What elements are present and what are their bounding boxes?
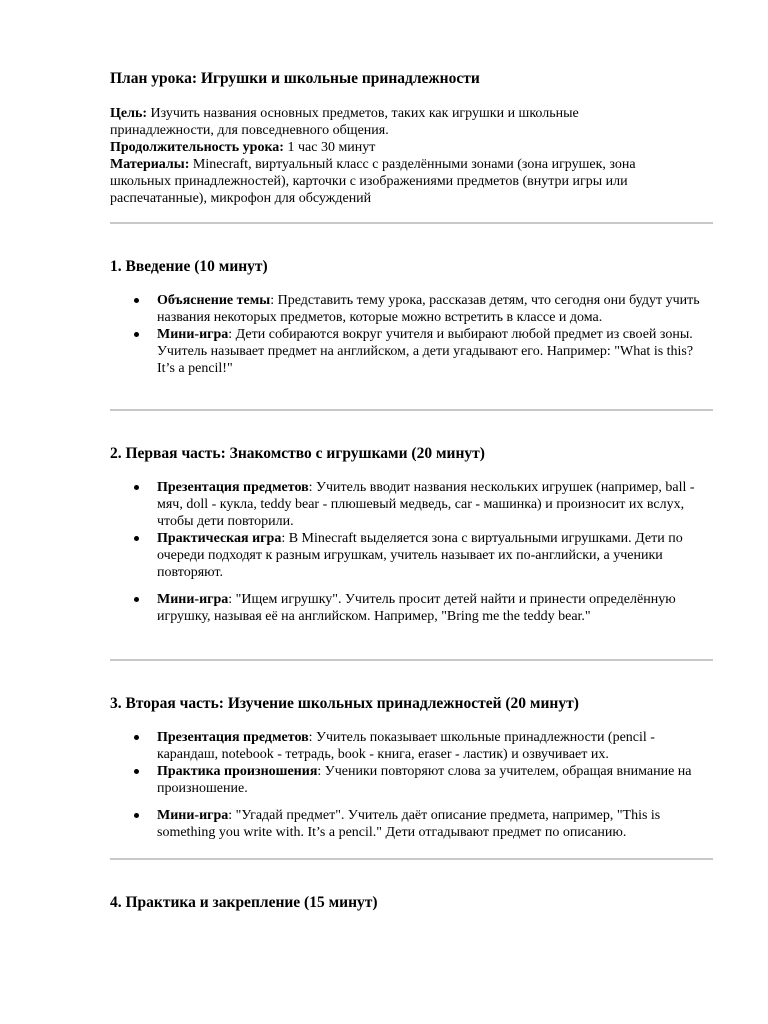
item-text: : Дети собираются вокруг учителя и выбирают любой предмет из своей зоны. Учитель называет предмет на английском, а дети угадывают его. Например: "What is this? It’s a pencil!" — [157, 327, 694, 376]
item-text: : Учитель вводит названия нескольких игрушек (например, ball - мяч, doll - кукла, teddy bear - плюшевый медведь, car - машинка) и произносит их вслух, чтобы дети повторили. — [157, 480, 695, 529]
item-text: : Учитель показывает школьные принадлежности (pencil - карандаш, notebook - тетрадь, book - книга, eraser - ластик) и озвучивает их. — [157, 730, 655, 762]
item-term: Мини-игра — [157, 592, 229, 607]
item-text: : Представить тему урока, рассказав детям, что сегодня они будут учить названия некоторых предметов, которые можно встретить в классе и дома. — [157, 293, 700, 325]
item-term: Мини-игра — [157, 327, 229, 342]
list-item — [157, 530, 709, 581]
list-item — [157, 479, 709, 530]
divider — [110, 222, 713, 224]
lesson-meta — [110, 105, 670, 207]
item-term: Мини-игра — [157, 808, 229, 823]
divider — [110, 858, 713, 860]
section-school-supplies-list — [110, 729, 709, 841]
goal-text: Изучить названия основных предметов, таких как игрушки и школьные принадлежности, для повседневного общения. — [110, 106, 579, 138]
item-text: : Ученики повторяют слова за учителем, обращая внимание на произношение. — [157, 764, 692, 796]
duration-line — [110, 139, 670, 156]
section-title-intro: 1. Введение (10 минут) — [110, 258, 268, 275]
list-item — [157, 729, 709, 763]
item-text: : "Угадай предмет". Учитель даёт описание предмета, например, "This is something you write with. It’s a pencil." Дети отгадывают предмет по описанию. — [157, 808, 661, 840]
divider — [110, 409, 713, 411]
section-title-toys: 2. Первая часть: Знакомство с игрушками (20 минут) — [110, 445, 485, 462]
goal-label: Цель: — [110, 106, 148, 121]
goal-line — [110, 105, 670, 139]
item-term: Презентация предметов — [157, 480, 309, 495]
item-text: : В Minecraft выделяется зона с виртуальными игрушками. Дети по очереди подходят к разным игрушкам, учитель называет их по-английски, а ученики повторяют. — [157, 531, 683, 580]
section-title-school-supplies: 3. Вторая часть: Изучение школьных принадлежностей (20 минут) — [110, 695, 579, 712]
item-term: Презентация предметов — [157, 730, 309, 745]
materials-text: Minecraft, виртуальный класс с разделёнными зонами (зона игрушек, зона школьных принадлежностей), карточки с изображениями предметов (внутри игры или распечатанные), микрофон для обсуждений — [110, 157, 636, 206]
duration-label: Продолжительность урока: — [110, 140, 284, 155]
list-item — [157, 807, 709, 841]
divider — [110, 659, 713, 661]
duration-text: 1 час 30 минут — [283, 140, 376, 155]
item-term: Объяснение темы — [157, 293, 271, 308]
item-term: Практическая игра — [157, 531, 282, 546]
materials-line — [110, 156, 670, 207]
list-item — [157, 292, 709, 326]
materials-label: Материалы: — [110, 157, 190, 172]
list-item — [157, 326, 709, 377]
list-item — [157, 763, 709, 797]
section-title-practice: 4. Практика и закрепление (15 минут) — [110, 894, 378, 911]
page-title: План урока: Игрушки и школьные принадлежности — [110, 70, 480, 87]
section-intro-list — [110, 292, 709, 377]
item-text: : "Ищем игрушку". Учитель просит детей найти и принести определённую игрушку, называя её на английском. Например, "Bring me the teddy bear." — [157, 592, 676, 624]
item-term: Практика произношения — [157, 764, 318, 779]
list-item — [157, 591, 709, 625]
section-toys-list — [110, 479, 709, 625]
